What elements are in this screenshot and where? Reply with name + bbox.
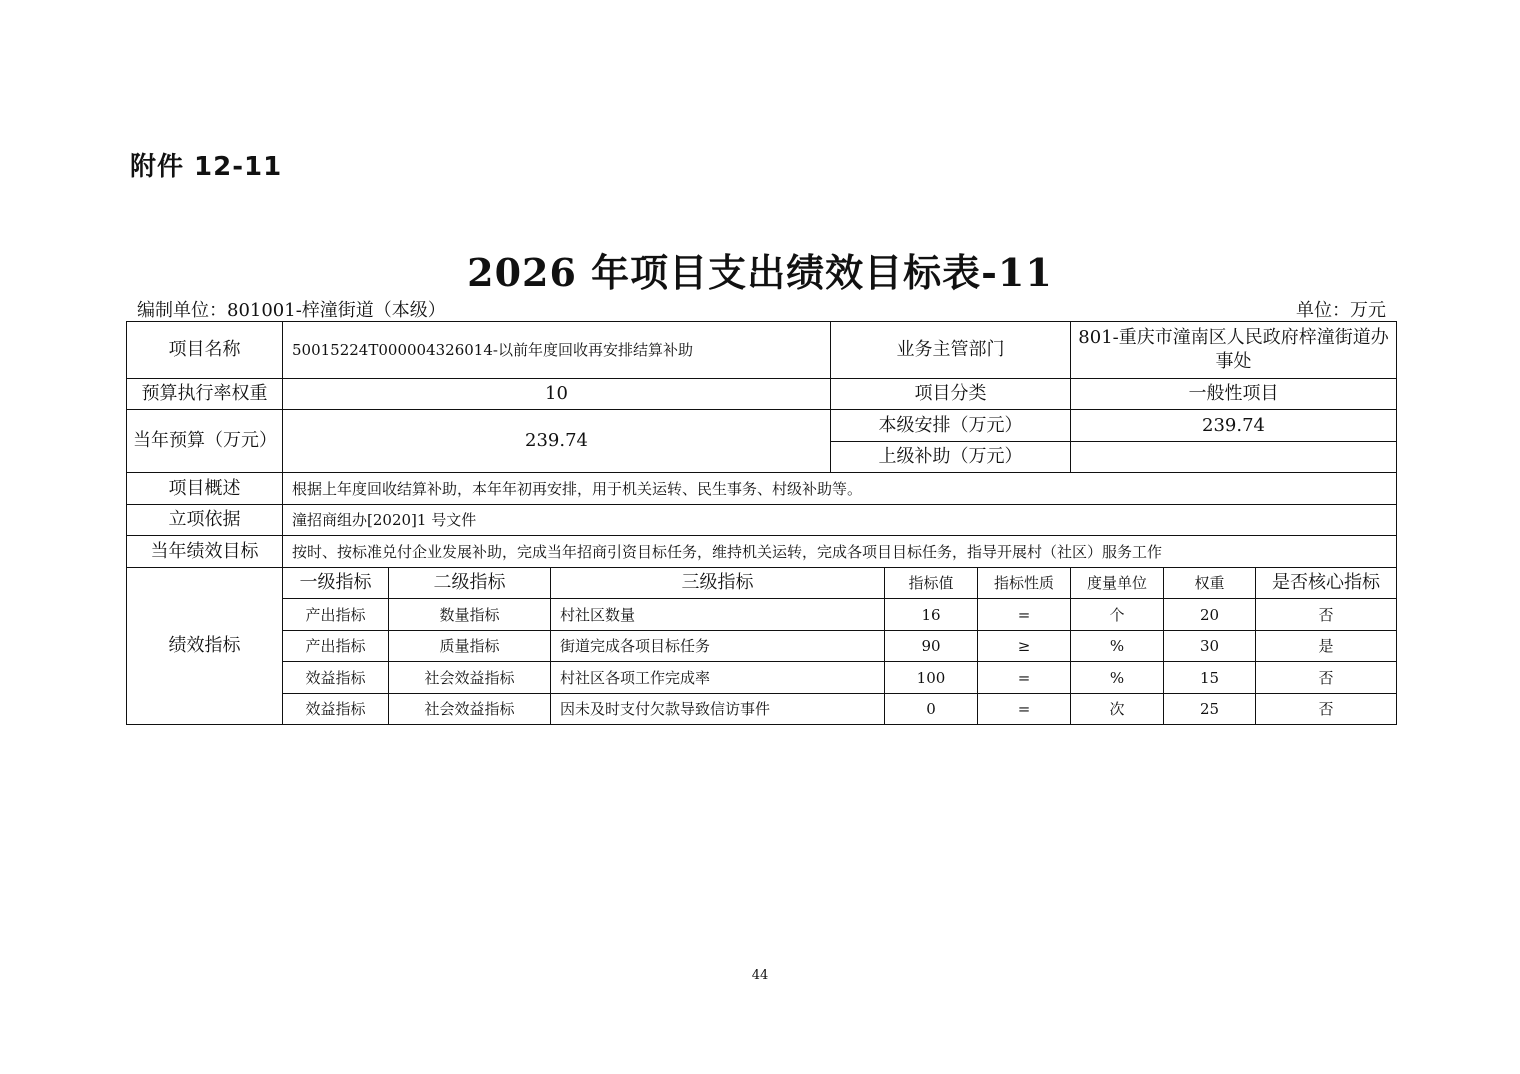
overview-value: 根据上年度回收结算补助，本年年初再安排，用于机关运转、民生事务、村级补助等。 <box>283 473 1397 505</box>
annual-budget-value: 239.74 <box>283 410 831 473</box>
header-nature: 指标性质 <box>978 568 1071 599</box>
indicator-value: 90 <box>885 631 978 662</box>
superior-subsidy-value <box>1071 442 1397 473</box>
indicator-level2: 质量指标 <box>389 631 551 662</box>
indicator-level1: 效益指标 <box>283 694 389 725</box>
page-title: 2026 年项目支出绩效目标表-11 <box>467 250 1053 295</box>
header-unit: 度量单位 <box>1071 568 1164 599</box>
table-row <box>127 662 1397 694</box>
basis-value: 潼招商组办[2020]1 号文件 <box>283 505 1397 536</box>
indicator-level2: 社会效益指标 <box>389 694 551 725</box>
currency-unit: 单位：万元 <box>1296 300 1386 321</box>
indicator-level1: 产出指标 <box>283 631 389 662</box>
header-weight: 权重 <box>1164 568 1256 599</box>
indicator-core: 否 <box>1256 694 1397 725</box>
indicators-section-label: 绩效指标 <box>127 568 283 725</box>
indicator-value: 100 <box>885 662 978 694</box>
header-level1: 一级指标 <box>283 568 389 599</box>
indicator-core: 是 <box>1256 631 1397 662</box>
indicator-nature: ≥ <box>978 631 1071 662</box>
local-arrangement-label: 本级安排（万元） <box>831 410 1071 442</box>
indicator-core: 否 <box>1256 599 1397 631</box>
indicator-weight: 20 <box>1164 599 1256 631</box>
indicator-level3: 村社区各项工作完成率 <box>551 662 885 694</box>
indicator-weight: 15 <box>1164 662 1256 694</box>
local-arrangement-value: 239.74 <box>1071 410 1397 442</box>
indicator-unit: % <box>1071 662 1164 694</box>
indicator-level3: 因未及时支付欠款导致信访事件 <box>551 694 885 725</box>
header-core: 是否核心指标 <box>1256 568 1397 599</box>
indicator-level1: 效益指标 <box>283 662 389 694</box>
annual-goal-label: 当年绩效目标 <box>127 536 283 568</box>
row-basis <box>127 505 1397 536</box>
header-level2: 二级指标 <box>389 568 551 599</box>
annual-goal-value: 按时、按标准兑付企业发展补助，完成当年招商引资目标任务，维持机关运转，完成各项目目标任务，指导开展村（社区）服务工作 <box>283 536 1397 568</box>
performance-target-table <box>126 321 1397 725</box>
table-row <box>127 631 1397 662</box>
dept-label: 业务主管部门 <box>831 322 1071 379</box>
annual-budget-label: 当年预算（万元） <box>127 410 283 473</box>
indicator-weight: 25 <box>1164 694 1256 725</box>
indicator-unit: 个 <box>1071 599 1164 631</box>
indicator-level3: 村社区数量 <box>551 599 885 631</box>
indicator-nature: = <box>978 694 1071 725</box>
indicator-unit: 次 <box>1071 694 1164 725</box>
indicator-level3: 街道完成各项目标任务 <box>551 631 885 662</box>
header-value: 指标值 <box>885 568 978 599</box>
category-label: 项目分类 <box>831 379 1071 410</box>
superior-subsidy-label: 上级补助（万元） <box>831 442 1071 473</box>
indicator-unit: % <box>1071 631 1164 662</box>
attachment-label: 附件 12-11 <box>130 152 283 182</box>
indicator-weight: 30 <box>1164 631 1256 662</box>
project-name-value: 50015224T000004326014-以前年度回收再安排结算补助 <box>283 322 831 379</box>
row-overview <box>127 473 1397 505</box>
row-budget-weight <box>127 379 1397 410</box>
header-level3: 三级指标 <box>551 568 885 599</box>
indicator-header-row <box>127 568 1397 599</box>
indicator-level2: 社会效益指标 <box>389 662 551 694</box>
compiling-unit: 编制单位：801001-梓潼街道（本级） <box>137 300 446 321</box>
indicator-value: 16 <box>885 599 978 631</box>
row-annual-budget <box>127 410 1397 442</box>
category-value: 一般性项目 <box>1071 379 1397 410</box>
indicator-nature: = <box>978 662 1071 694</box>
table-row <box>127 694 1397 725</box>
budget-weight-value: 10 <box>283 379 831 410</box>
row-annual-goal <box>127 536 1397 568</box>
indicator-level2: 数量指标 <box>389 599 551 631</box>
project-name-label: 项目名称 <box>127 322 283 379</box>
indicator-nature: = <box>978 599 1071 631</box>
budget-weight-label: 预算执行率权重 <box>127 379 283 410</box>
basis-label: 立项依据 <box>127 505 283 536</box>
table-row <box>127 599 1397 631</box>
page-number: 44 <box>751 968 769 983</box>
indicator-core: 否 <box>1256 662 1397 694</box>
indicator-level1: 产出指标 <box>283 599 389 631</box>
overview-label: 项目概述 <box>127 473 283 505</box>
dept-value: 801-重庆市潼南区人民政府梓潼街道办事处 <box>1071 322 1397 379</box>
row-project-name <box>127 322 1397 379</box>
indicator-value: 0 <box>885 694 978 725</box>
